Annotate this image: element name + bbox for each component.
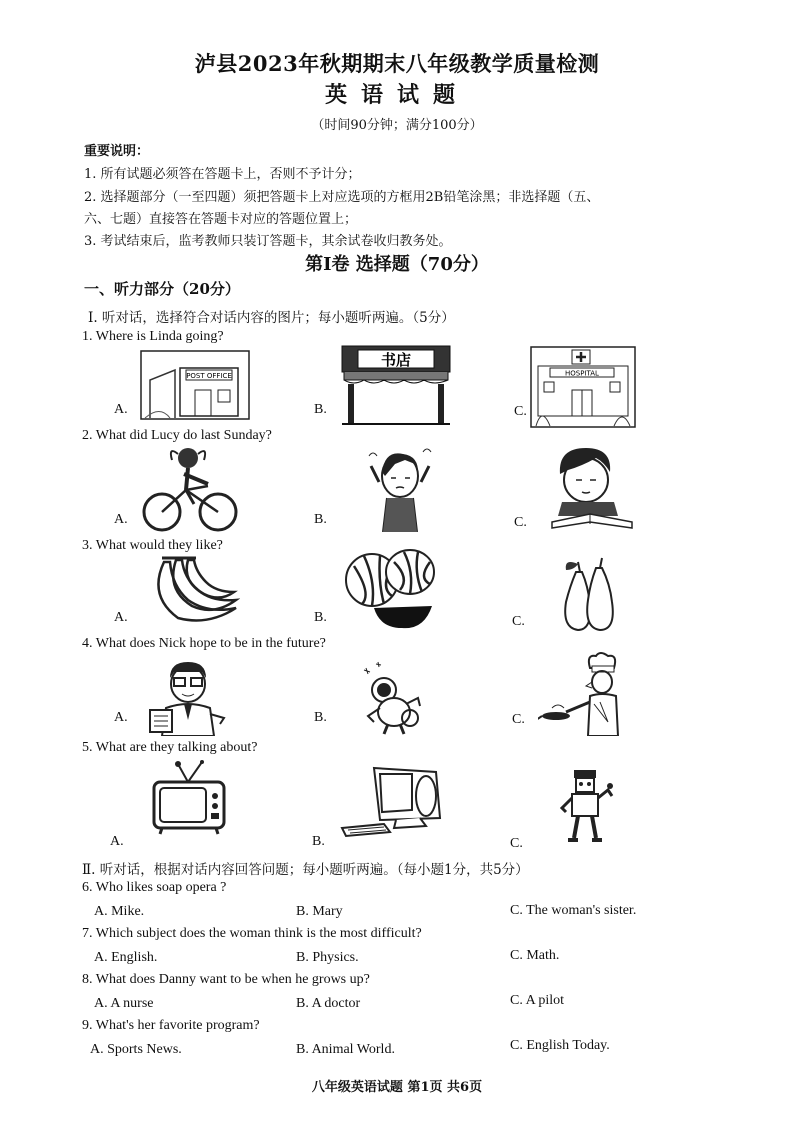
subject-title: 英语试题 [324, 82, 469, 108]
option-b: B. Animal World. [296, 1042, 395, 1057]
part1-instruction: Ⅰ. 听对话，选择符合对话内容的图片；每小题听两遍。（5分） [88, 310, 455, 326]
svg-text:书店: 书店 [380, 351, 412, 369]
question-1: 1. Where is Linda going? [82, 329, 224, 344]
question-5: 5. What are they talking about? [82, 740, 258, 755]
note-item: 3. 考试结束后，监考教师只装订答题卡，其余试卷收归教务处。 [84, 234, 452, 249]
option-c: C. English Today. [510, 1038, 610, 1053]
question-4: 4. What does Nick hope to be in the future? [82, 636, 326, 651]
option-label: B. [312, 834, 325, 849]
girl-with-headache-picture [365, 446, 435, 532]
time-info: （时间90分钟；满分100分） [311, 118, 483, 133]
question-8: 8. What does Danny want to be when he grows up? [82, 972, 370, 987]
option-b: B. A doctor [296, 996, 361, 1011]
option-label: A. [114, 610, 128, 625]
question-2: 2. What did Lucy do last Sunday? [82, 428, 272, 443]
watermelons-picture [344, 548, 436, 630]
option-label: B. [314, 512, 327, 527]
option-label: C. [514, 404, 527, 419]
option-label: B. [314, 610, 327, 625]
option-label: B. [314, 710, 327, 725]
notes-heading: 重要说明： [84, 144, 150, 159]
astronaut-picture [360, 660, 426, 736]
hospital-picture [530, 346, 636, 428]
option-label: A. [114, 512, 128, 527]
girl-reading-picture [546, 444, 638, 530]
option-b: B. Mary [296, 904, 343, 919]
option-label: C. [512, 712, 525, 727]
option-label: C. [510, 836, 523, 851]
question-6: 6. Who likes soap opera ? [82, 880, 227, 895]
option-a: A. English. [94, 950, 158, 965]
part-title: 一、听力部分（20分） [84, 280, 240, 298]
option-label: C. [512, 614, 525, 629]
option-a: A. Mike. [94, 904, 145, 919]
page-footer: 八年级英语试题 第1页 共6页 [311, 1080, 483, 1095]
svg-text:POST OFFICE: POST OFFICE [186, 372, 232, 380]
cook-picture [538, 652, 624, 736]
note-item: 1. 所有试题必须答在答题卡上，否则不予计分； [84, 167, 361, 182]
option-a: A. Sports News. [90, 1042, 182, 1057]
option-label: A. [114, 710, 128, 725]
computer-picture [340, 766, 444, 838]
television-picture [150, 760, 228, 836]
option-a: A. A nurse [94, 996, 154, 1011]
girl-riding-bike-picture [138, 446, 242, 532]
option-label: C. [514, 515, 527, 530]
robot-picture [560, 768, 614, 844]
note-item: 2. 选择题部分（一至四题）须把答题卡上对应选项的方框用2B铅笔涂黑；非选择题（五、 [84, 190, 600, 205]
question-7: 7. Which subject does the woman think is the most difficult? [82, 926, 422, 941]
pears-picture [560, 556, 616, 632]
reporter-picture [144, 660, 230, 736]
option-label: A. [110, 834, 124, 849]
question-3: 3. What would they like? [82, 538, 223, 553]
option-b: B. Physics. [296, 950, 359, 965]
svg-text:HOSPITAL: HOSPITAL [565, 369, 599, 378]
option-c: C. Math. [510, 948, 560, 963]
option-c: C. The woman's sister. [510, 903, 637, 918]
option-label: B. [314, 402, 327, 417]
option-label: A. [114, 402, 128, 417]
exam-title: 泸县2023年秋期期末八年级教学质量检测 [194, 51, 600, 76]
note-item: 六、七题）直接答在答题卡对应的答题位置上； [84, 212, 358, 227]
section-title: 第Ⅰ卷 选择题（70分） [305, 254, 489, 275]
question-9: 9. What's her favorite program? [82, 1018, 260, 1033]
bananas-picture [148, 556, 240, 628]
bookstore-picture [340, 344, 452, 426]
part2-instruction: Ⅱ. 听对话，根据对话内容回答问题；每小题听两遍。（每小题1分，共5分） [82, 862, 529, 878]
post-office-picture [140, 350, 250, 420]
option-c: C. A pilot [510, 993, 565, 1008]
